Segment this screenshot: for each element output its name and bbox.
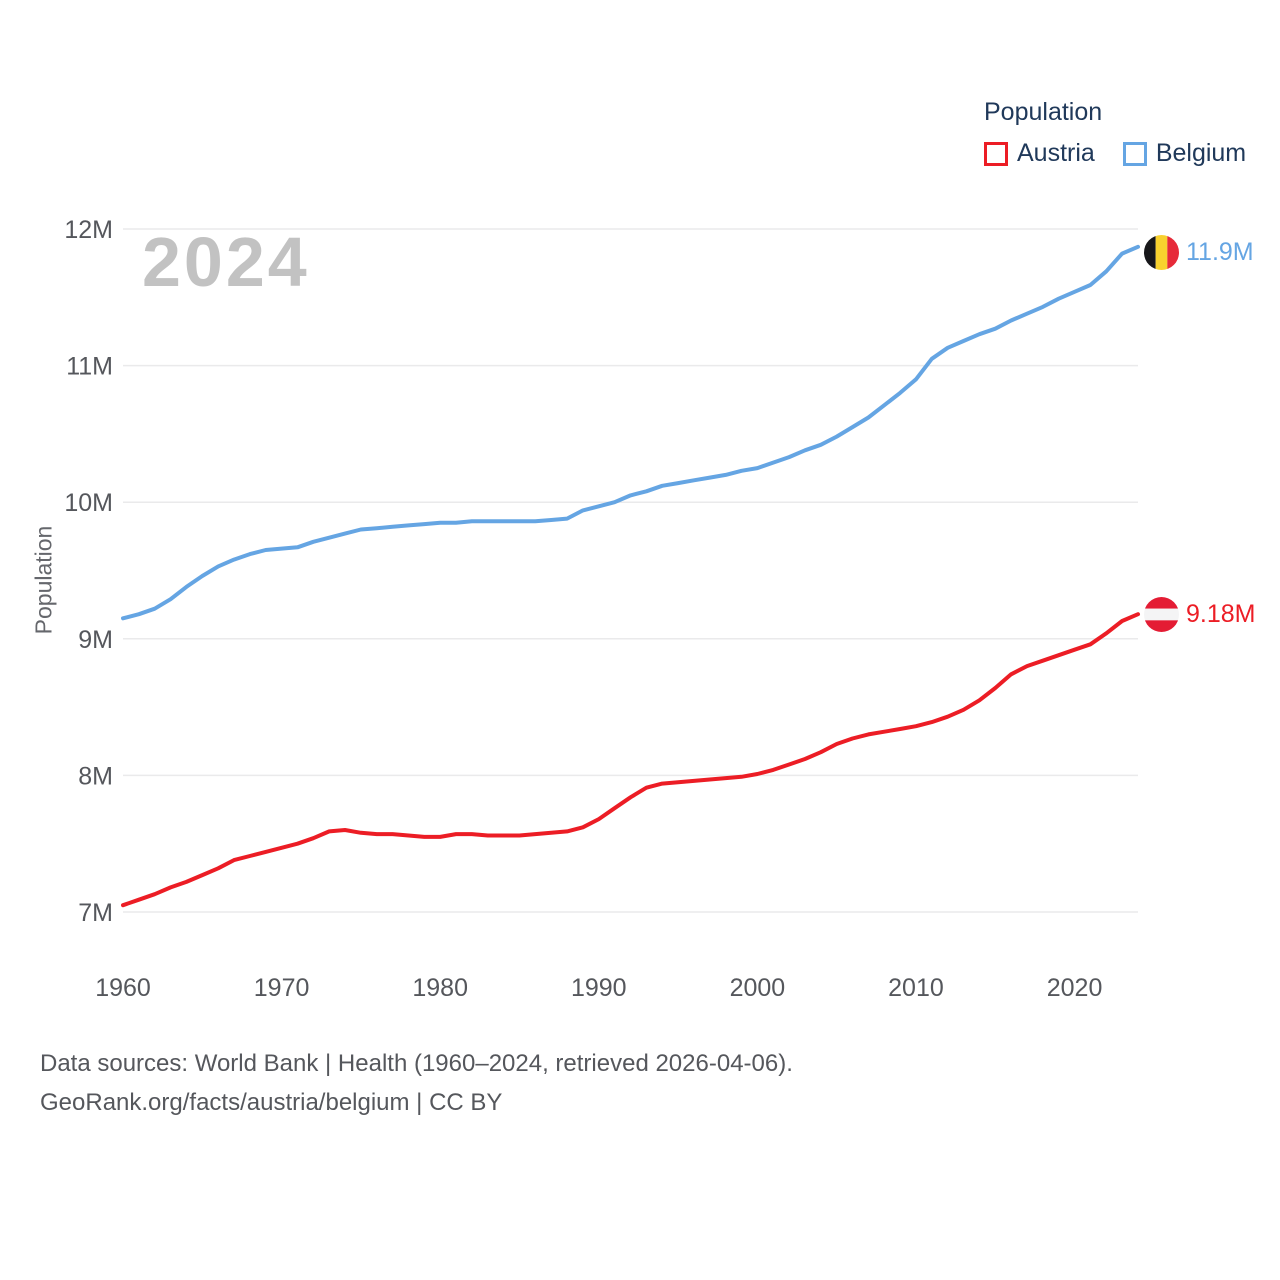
- legend-items: [984, 139, 1246, 168]
- belgium-end-label: [1144, 235, 1254, 270]
- y-tick-label: 7M: [78, 899, 113, 927]
- x-tick-label: 2000: [729, 974, 786, 1002]
- x-tick-label: 1960: [95, 974, 151, 1002]
- belgium-end-value: 11.9M: [1186, 238, 1254, 266]
- footer: [40, 1044, 793, 1122]
- y-tick-label: 8M: [78, 762, 113, 791]
- y-tick-label: 9M: [78, 625, 113, 654]
- austria-flag-icon: [1144, 597, 1179, 632]
- year-watermark: 2024: [142, 223, 310, 301]
- y-tick-label: 12M: [64, 216, 113, 244]
- legend-item-austria[interactable]: [984, 139, 1095, 168]
- austria-end-value: 9.18M: [1186, 600, 1256, 628]
- y-tick-label: 10M: [64, 489, 113, 518]
- x-tick-label: 1980: [412, 974, 468, 1002]
- legend-label-belgium: Belgium: [1155, 139, 1247, 167]
- austria-end-label: [1144, 597, 1255, 632]
- footer-attribution-link[interactable]: GeoRank.org/facts/austria/belgium | CC BY: [40, 1089, 503, 1116]
- legend: [984, 98, 1246, 168]
- y-axis-title: Population: [30, 525, 57, 635]
- x-tick-label: 1990: [570, 974, 627, 1002]
- belgium-swatch-icon: [1123, 142, 1147, 166]
- x-tick-label: 2020: [1046, 974, 1103, 1002]
- austria-swatch-icon: [984, 142, 1008, 166]
- belgium-flag-icon: [1144, 235, 1179, 270]
- austria-series-line[interactable]: [123, 614, 1138, 905]
- legend-title: Population: [984, 98, 1103, 126]
- y-tick-label: 11M: [66, 352, 113, 381]
- legend-label-austria: Austria: [1017, 139, 1095, 167]
- legend-item-belgium[interactable]: [1123, 139, 1246, 168]
- footer-data-sources: Data sources: World Bank | Health (1960–2024, retrieved 2026-04-06).: [40, 1050, 793, 1077]
- x-tick-label: 2010: [888, 974, 944, 1002]
- belgium-series-line[interactable]: [123, 247, 1138, 619]
- x-tick-label: 1970: [253, 974, 310, 1002]
